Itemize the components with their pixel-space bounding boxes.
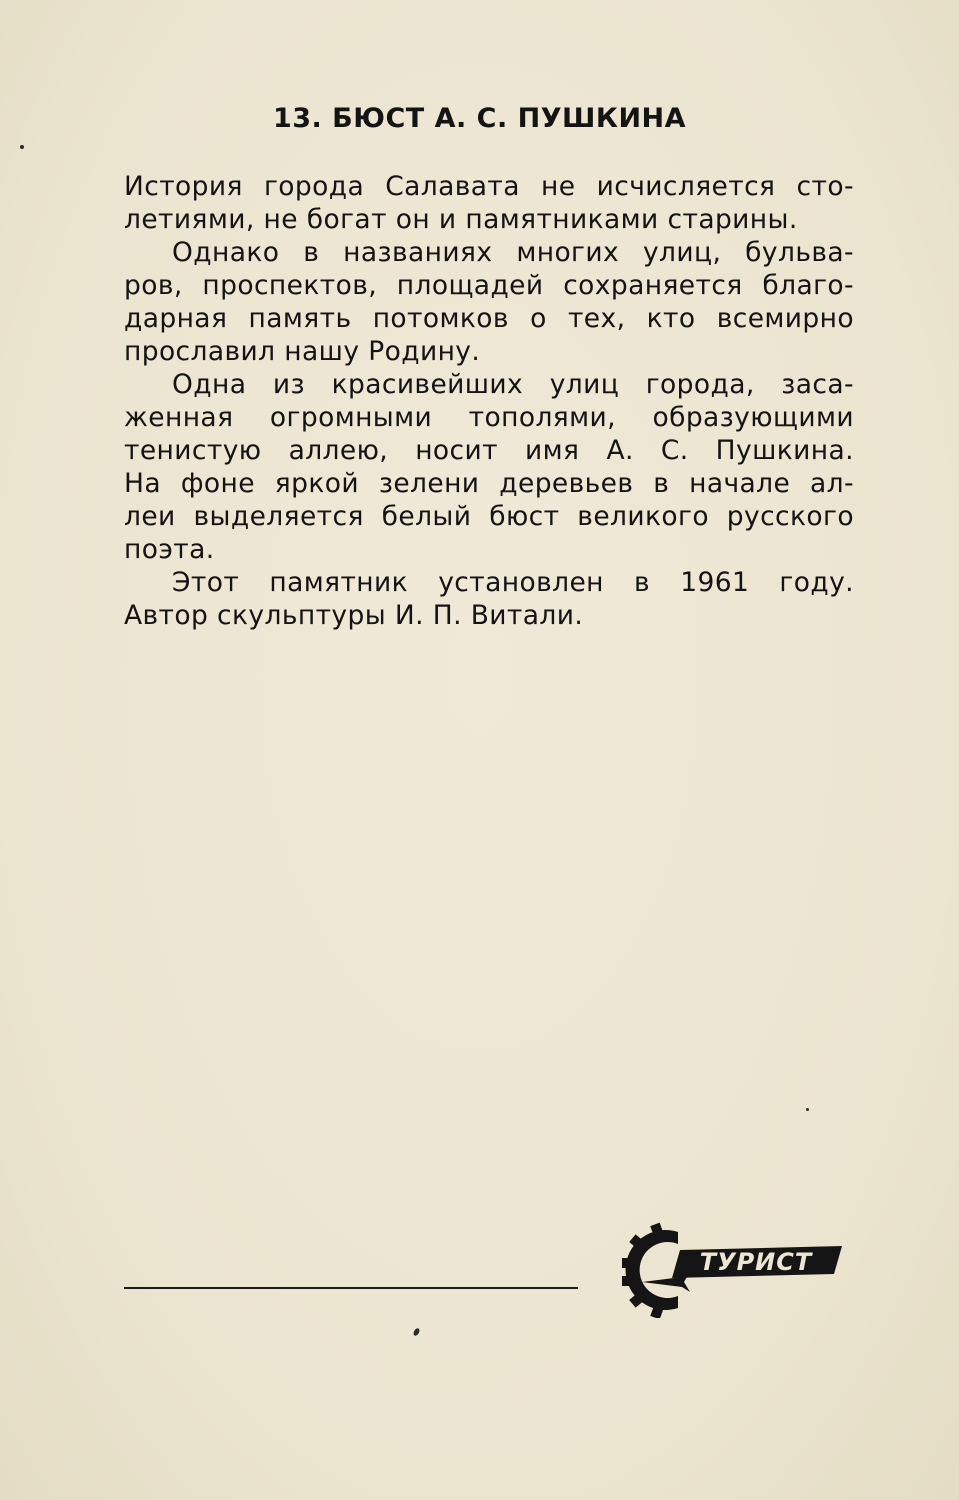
word: бульва- — [745, 237, 854, 268]
word: сохраняется — [563, 270, 743, 301]
text-line — [124, 269, 854, 302]
word: ал- — [810, 468, 854, 499]
word: Пушкина. — [715, 435, 854, 466]
word: зелени — [378, 468, 480, 499]
speck — [806, 1108, 809, 1111]
word: проспектов, — [202, 270, 378, 301]
word: имя — [525, 435, 580, 466]
word: названиях — [343, 237, 493, 268]
speck — [412, 1327, 420, 1336]
word: русского — [726, 501, 854, 532]
word: кто — [646, 303, 696, 334]
word: потомков — [372, 303, 509, 334]
word: яркой — [274, 468, 359, 499]
word: леи — [124, 501, 176, 532]
word: память — [248, 303, 352, 334]
word: сто- — [796, 171, 854, 202]
word: всемирно — [716, 303, 854, 334]
word: заса- — [781, 369, 854, 400]
word: На — [124, 468, 161, 499]
text-line: поэта. — [124, 534, 215, 565]
word: С. — [660, 435, 689, 466]
page-title: 13. БЮСТ А. С. ПУШКИНА — [272, 103, 687, 134]
address-line — [124, 1287, 578, 1289]
word: фоне — [180, 468, 255, 499]
word: о — [530, 303, 547, 334]
word: многих — [516, 237, 620, 268]
word: тех, — [567, 303, 626, 334]
word: Салавата — [385, 171, 520, 202]
word: города, — [645, 369, 755, 400]
word: дарная — [124, 303, 228, 334]
word: города — [263, 171, 365, 202]
word: в — [634, 567, 651, 598]
speck — [20, 145, 24, 149]
word: исчисляется — [596, 171, 776, 202]
word: бюст — [489, 501, 560, 532]
word: белый — [381, 501, 472, 532]
text-line — [124, 170, 854, 203]
word: из — [272, 369, 306, 400]
word: великого — [577, 501, 709, 532]
word: красивейших — [331, 369, 524, 400]
word: в — [303, 237, 320, 268]
text-line — [124, 500, 854, 533]
text-line: летиями, не богат он и памятниками старины. — [124, 204, 798, 235]
word: образующими — [652, 402, 854, 433]
text-line: Автор скульптуры И. П. Витали. — [124, 600, 584, 631]
text-line — [124, 302, 854, 335]
word: А. — [606, 435, 634, 466]
word: тополями, — [468, 402, 616, 433]
word: ров, — [124, 270, 183, 301]
word: огромными — [269, 402, 433, 433]
word: благо- — [762, 270, 854, 301]
word: 1961 — [680, 567, 750, 598]
gear-logo-icon — [620, 1222, 850, 1318]
word: тенистую — [124, 435, 262, 466]
word: улиц, — [642, 237, 722, 268]
text-line — [124, 467, 854, 500]
word: году. — [779, 567, 854, 598]
word: аллею, — [288, 435, 389, 466]
word: носит — [415, 435, 498, 466]
text-line — [124, 434, 854, 467]
text-line: прославил нашу Родину. — [124, 336, 481, 367]
word: улиц — [549, 369, 620, 400]
text-line — [124, 401, 854, 434]
word: памятник — [269, 567, 409, 598]
word: в — [653, 468, 670, 499]
text-line — [124, 368, 854, 401]
word: женная — [124, 402, 234, 433]
word: Однако — [172, 237, 280, 268]
word: площадей — [396, 270, 544, 301]
word: Этот — [172, 567, 240, 598]
logo-text: ТУРИСТ — [699, 1248, 813, 1276]
word: деревьев — [499, 468, 634, 499]
word: Одна — [172, 369, 247, 400]
word: не — [541, 171, 576, 202]
word: выделяется — [193, 501, 364, 532]
word: начале — [689, 468, 791, 499]
text-line — [124, 566, 854, 599]
text-line — [124, 236, 854, 269]
word: История — [124, 171, 243, 202]
body-text — [124, 170, 854, 632]
word: установлен — [438, 567, 604, 598]
